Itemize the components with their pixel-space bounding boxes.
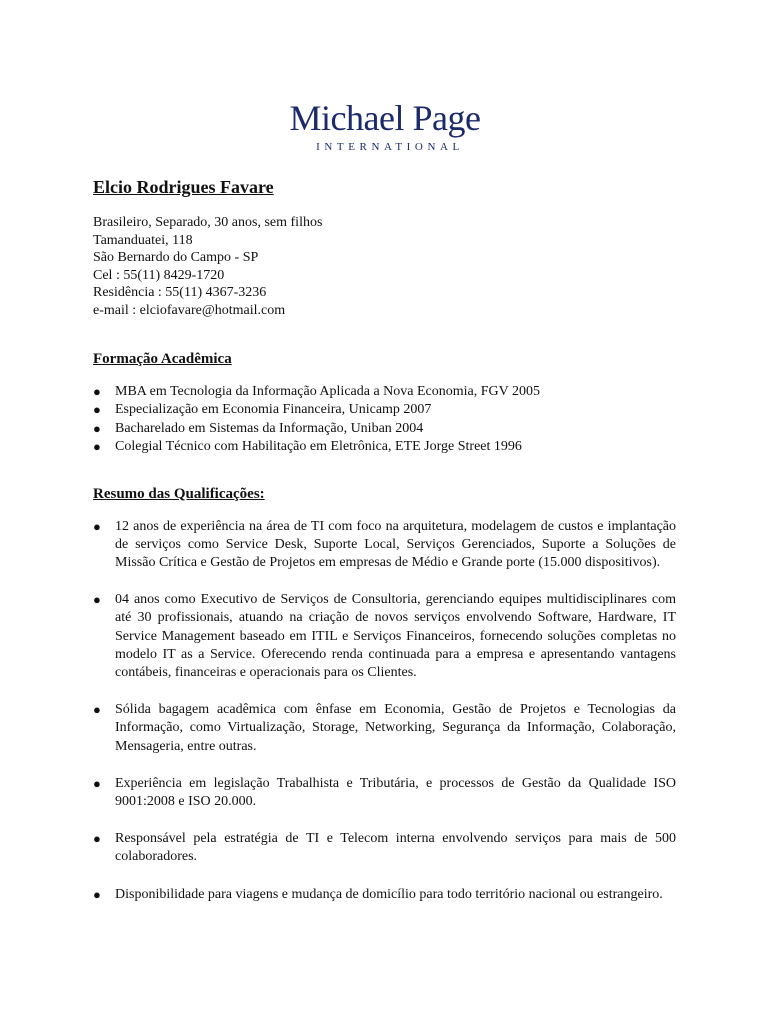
education-item-text: Colegial Técnico com Habilitação em Eletrônica, ETE Jorge Street 1996	[115, 439, 522, 455]
list-item	[93, 518, 676, 573]
contact-line-email: e-mail : elciofavare@hotmail.com	[93, 302, 286, 318]
bullet-icon: ●	[93, 402, 101, 418]
list-item	[93, 775, 676, 811]
contact-line-cell: Cel : 55(11) 8429-1720	[93, 267, 225, 283]
qualifications-list	[93, 518, 676, 904]
education-list	[93, 383, 676, 457]
bullet-icon: ●	[93, 702, 101, 718]
bullet-icon: ●	[93, 420, 101, 436]
education-item-text: Especialização em Economia Financeira, Unicamp 2007	[115, 402, 432, 418]
qualification-item-text: Responsável pela estratégia de TI e Telecom interna envolvendo serviços para mais de 500 colaboradores.	[115, 831, 676, 865]
list-item	[93, 383, 676, 402]
bullet-icon: ●	[93, 592, 101, 608]
list-item	[93, 591, 676, 682]
bullet-icon: ●	[93, 775, 101, 791]
education-item-text: Bacharelado em Sistemas da Informação, Uniban 2004	[115, 420, 424, 436]
contact-line-street: Tamanduatei, 118	[93, 232, 193, 248]
qualification-item-text: 04 anos como Executivo de Serviços de Consultoria, gerenciando equipes multidisciplinares com até 30 profissionais, atuando na criação de novos serviços envolvendo Software, Hardware, IT Service Management baseado em ITIL e Serviços Financeiros, fornecendo soluções completas no modelo IT as a Service. Oferecendo renda continuada para a empresa e apresentando vantagens contábeis, financeiras e operacionais para os Clientes.	[115, 592, 676, 680]
list-item	[93, 886, 676, 904]
education-heading: Formação Acadêmica	[93, 350, 232, 367]
education-item-text: MBA em Tecnologia da Informação Aplicada a Nova Economia, FGV 2005	[115, 383, 541, 399]
qualification-item-text: Disponibilidade para viagens e mudança de domicílio para todo território nacional ou estrangeiro.	[115, 886, 663, 902]
contact-line-city: São Bernardo do Campo - SP	[93, 250, 259, 266]
list-item	[93, 830, 676, 866]
contact-line-residence: Residência : 55(11) 4367-3236	[93, 285, 267, 301]
list-item	[93, 438, 676, 457]
qualifications-heading: Resumo das Qualificações:	[93, 485, 265, 502]
list-item	[93, 701, 676, 756]
list-item	[93, 401, 676, 420]
bullet-icon: ●	[93, 439, 101, 455]
bullet-icon: ●	[93, 831, 101, 847]
qualification-item-text: Experiência em legislação Trabalhista e Tributária, e processos de Gestão da Qualidade ISO 9001:2008 e ISO 20.000.	[115, 775, 676, 809]
bullet-icon: ●	[93, 886, 101, 902]
bullet-icon: ●	[93, 518, 101, 534]
qualification-item-text: Sólida bagagem acadêmica com ênfase em Economia, Gestão de Projetos e Tecnologias da Informação, como Virtualização, Storage, Networking, Segurança da Informação, Colaboração, Mensageria, entre outras.	[115, 702, 676, 754]
logo-sub-text: INTERNATIONAL	[316, 141, 464, 153]
contact-line-personal: Brasileiro, Separado, 30 anos, sem filhos	[93, 215, 323, 230]
resume-content	[93, 176, 676, 923]
contact-block	[93, 214, 676, 320]
logo-main-text: Michael Page	[289, 98, 481, 138]
qualification-item-text: 12 anos de experiência na área de TI com foco na arquitetura, modelagem de custos e implantação de serviços como Service Desk, Suporte Local, Serviços Gerenciados, Suporte a Soluções de Missão Crítica e Gestão de Projetos em empresas de Médio e Grande porte (15.000 dispositivos).	[115, 518, 676, 570]
bullet-icon: ●	[93, 383, 101, 399]
candidate-name: Elcio Rodrigues Favare	[93, 177, 274, 197]
michael-page-logo	[0, 98, 768, 154]
list-item	[93, 420, 676, 439]
